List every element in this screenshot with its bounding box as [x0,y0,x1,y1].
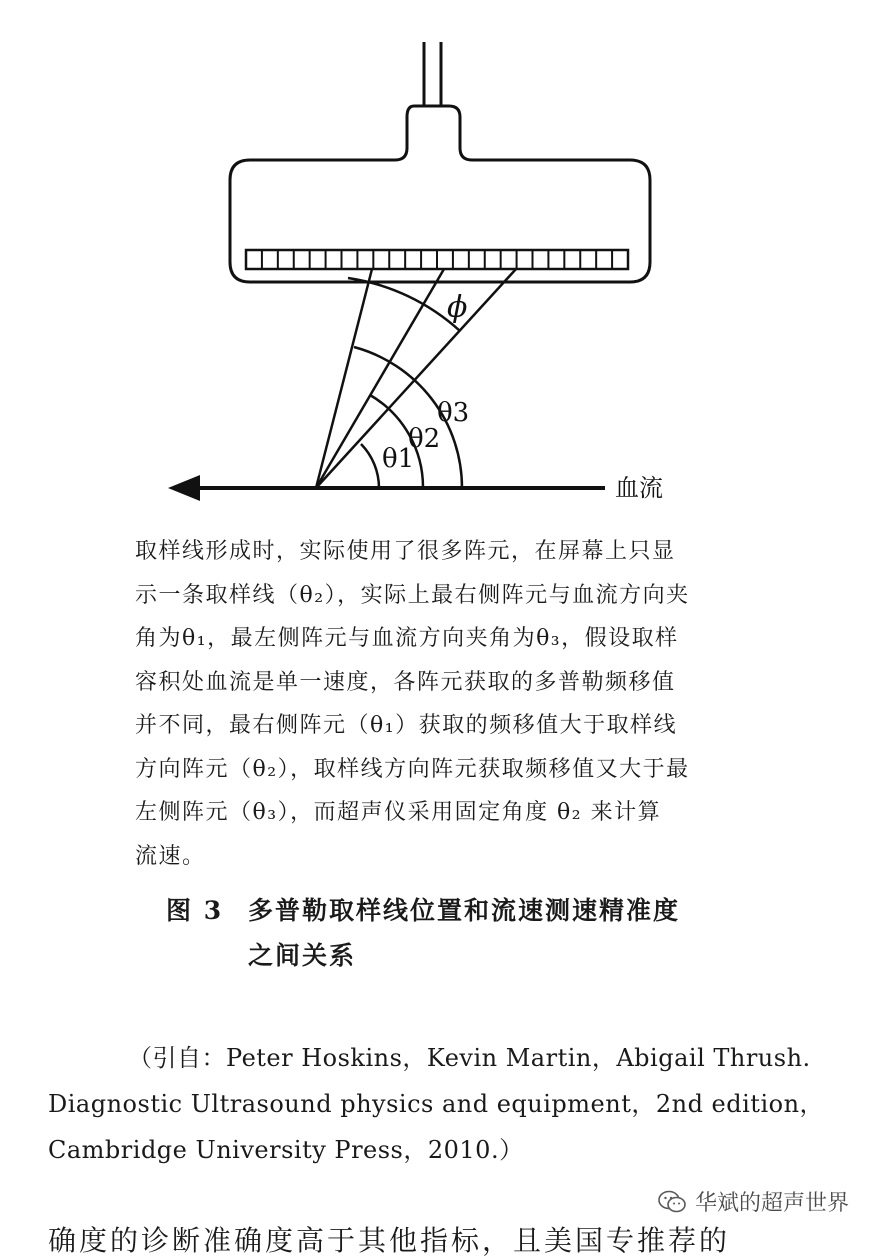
probe-cable [424,42,441,106]
caption-line: 取样线形成时，实际使用了很多阵元，在屏幕上只显 [135,539,676,564]
figure-title-line1: 多普勒取样线位置和流速测速精准度 [248,896,681,925]
label-theta2: θ2 [408,424,441,454]
caption-line: 方向阵元（θ₂），取样线方向阵元获取频移值又大于最 [135,756,690,782]
watermark-text: 华斌的超声世界 [695,1191,850,1216]
wechat-icon [657,1189,687,1215]
figure-title-line2: 之间关系 [248,941,357,970]
figure-title [166,888,680,978]
transducer-elements [262,250,612,269]
label-theta1: θ1 [382,444,415,474]
caption-line: 容积处血流是单一速度，各阵元获取的多普勒频移值 [135,669,676,695]
caption-line: 左侧阵元（θ₃），而超声仪采用固定角度 θ₂ 来计算 [135,800,662,825]
label-blood-flow: 血流 [615,474,663,502]
caption-line: 流速。 [135,843,206,869]
caption-line: 角为θ₁，最左侧阵元与血流方向夹角为θ₃，假设取样 [135,626,679,651]
citation-line: （引自：Peter Hoskins，Kevin Martin，Abigail Thrush. [128,1044,811,1072]
citation-line: Diagnostic Ultrasound physics and equipment，2nd edition， [48,1090,825,1118]
citation-line: Cambridge University Press，2010.） [48,1136,524,1164]
caption-line: 并不同，最右侧阵元（θ₁）获取的频移值大于取样线 [135,713,678,738]
figure-caption-body [135,530,750,878]
label-phi: ϕ [447,290,468,325]
arc-phi [348,278,460,331]
label-theta3: θ3 [437,398,470,428]
watermark [657,1186,849,1217]
citation [48,1035,838,1173]
doppler-diagram [0,0,881,520]
beam-lines [316,269,516,488]
caption-line: 示一条取样线（θ₂），实际上最右侧阵元与血流方向夹 [135,582,690,608]
arc-theta1 [361,444,379,488]
blood-flow-arrow [168,475,605,501]
figure-number: 图 3 [166,896,224,925]
cut-off-text-line: 确度的诊断准确度高于其他指标，且美国专推荐的 [48,1224,731,1257]
